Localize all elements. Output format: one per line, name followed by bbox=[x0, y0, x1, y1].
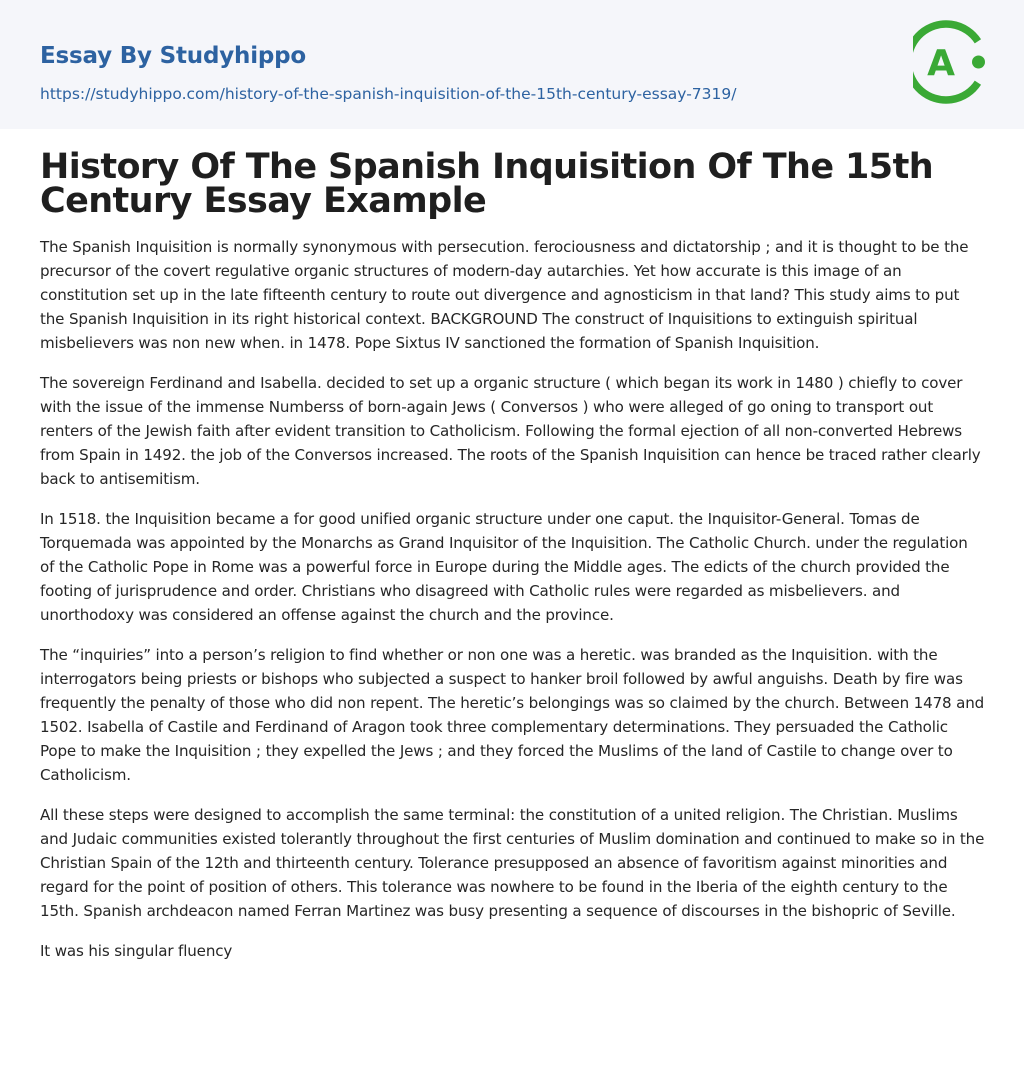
site-header bbox=[0, 0, 1024, 129]
logo-letter: A bbox=[927, 43, 955, 84]
article-paragraph: The “inquiries” into a person’s religion to find whether or non one was a heretic. was branded as the Inquisition. with the interrogators being priests or bishops who subjected a suspect to hanker broil followed by awful anguishs. Death by fire was frequently the penalty of those who did non repent. The heretic’s belongings was so claimed by the church. Between 1478 and 1502. Isabella of Castile and Ferdinand of Aragon took three complementary determinations. They persuaded the Catholic Pope to make the Inquisition ; they expelled the Jews ; and they forced the Muslims of the land of Castile to change over to Catholicism. bbox=[40, 646, 985, 784]
essay-url-link[interactable]: https://studyhippo.com/history-of-the-spanish-inquisition-of-the-15th-century-essay-7319/ bbox=[40, 85, 737, 103]
article-title: History Of The Spanish Inquisition Of The 15th Century Essay Example bbox=[40, 147, 934, 221]
article-body bbox=[40, 147, 985, 979]
article-paragraph: It was his singular fluency bbox=[40, 942, 233, 960]
article-paragraph: The sovereign Ferdinand and Isabella. decided to set up a organic structure ( which began its work in 1480 ) chiefly to cover with the issue of the immense Numberss of born-again Jews ( Conversos ) who were alleged of go oning to transport out renters of the Jewish faith after evident transition to Catholicism. Following the formal ejection of all non-converted Hebrews from Spain in 1492. the job of the Conversos increased. The roots of the Spanish Inquisition can hence be traced rather clearly back to antisemitism. bbox=[40, 374, 981, 488]
article-paragraph: All these steps were designed to accomplish the same terminal: the constitution of a united religion. The Christian. Muslims and Judaic communities existed tolerantly throughout the first centuries of Muslim domination and continued to make so in the Christian Spain of the 12th and thirteenth century. Tolerance presupposed an absence of favoritism against minorities and regard for the point of position of others. This tolerance was nowhere to be found in the Iberia of the eighth century to the 15th. Spanish archdeacon named Ferran Martinez was busy presenting a sequence of discourses in the bishopric of Seville. bbox=[40, 806, 985, 920]
site-brand[interactable]: Essay By Studyhippo bbox=[40, 43, 307, 69]
studyhippo-logo-icon[interactable] bbox=[913, 19, 985, 105]
article-paragraph: In 1518. the Inquisition became a for good unified organic structure under one caput. the Inquisitor-General. Tomas de Torquemada was appointed by the Monarchs as Grand Inquisitor of the Inquisition. The Catholic Church. under the regulation of the Catholic Pope in Rome was a powerful force in Europe during the Middle ages. The edicts of the church provided the footing of jurisprudence and order. Christians who disagreed with Catholic rules were regarded as misbelievers. and unorthodoxy was considered an offense against the church and the province. bbox=[40, 510, 968, 624]
article-paragraph: The Spanish Inquisition is normally synonymous with persecution. ferociousness and dictatorship ; and it is thought to be the precursor of the covert regulative organic structures of modern-day autarchies. Yet how accurate is this image of an constitution set up in the late fifteenth century to route out divergence and agnosticism in that land? This study aims to put the Spanish Inquisition in its right historical context. BACKGROUND The construct of Inquisitions to extinguish spiritual misbelievers was non new when. in 1478. Pope Sixtus IV sanctioned the formation of Spanish Inquisition. bbox=[40, 238, 969, 352]
